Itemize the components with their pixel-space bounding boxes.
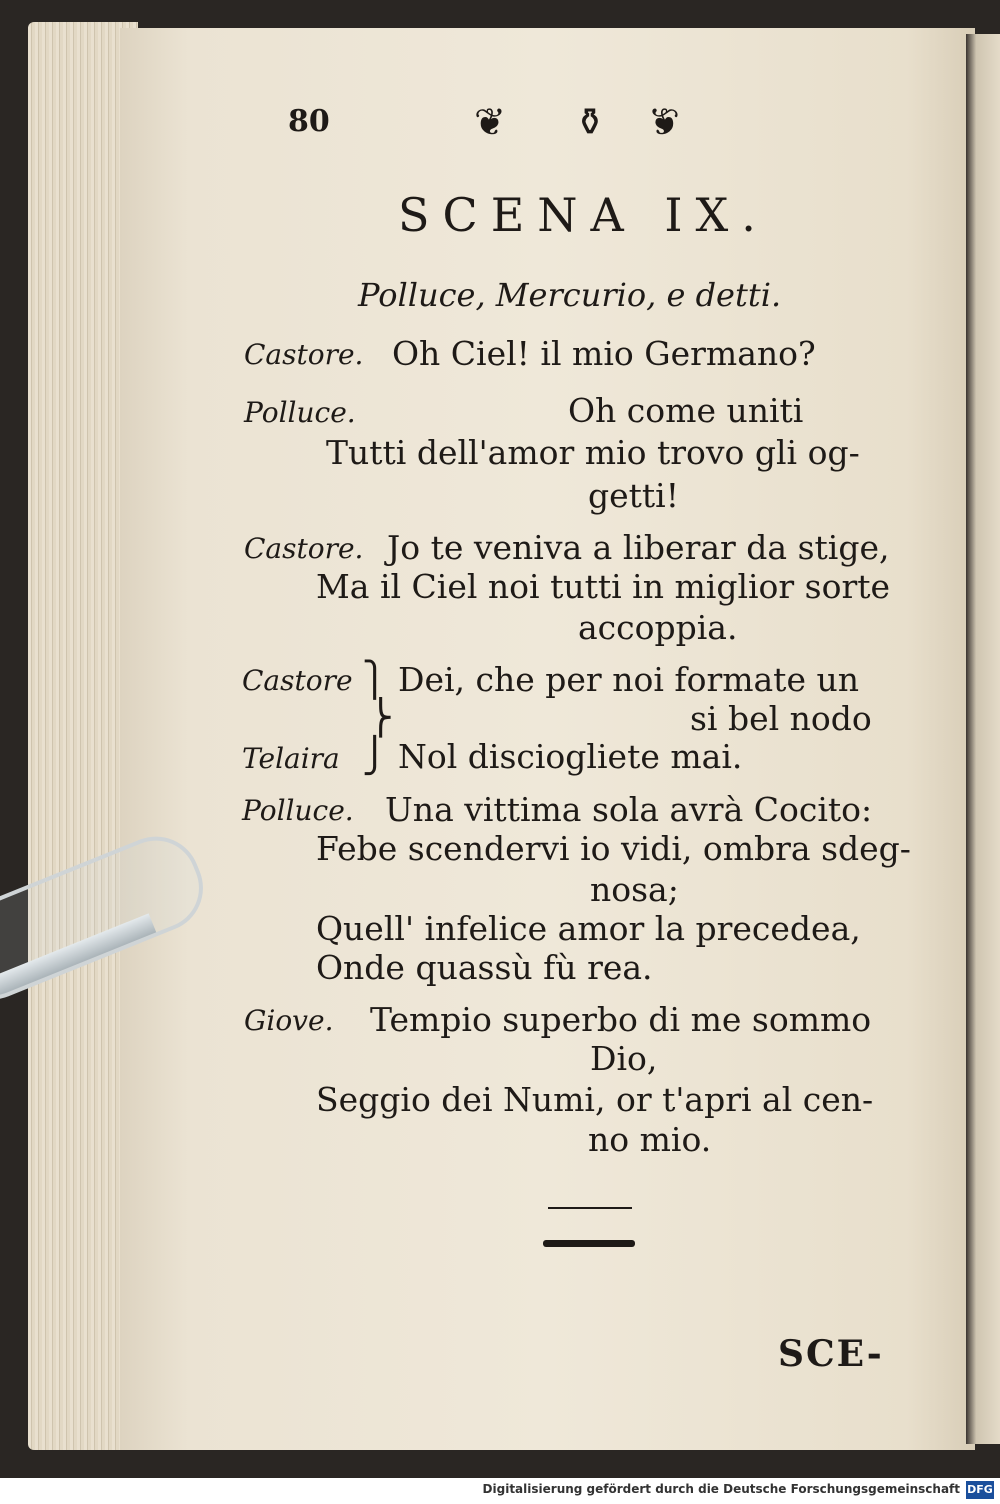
dfg-logo-icon: DFG (966, 1481, 994, 1499)
page-number: 80 (288, 104, 330, 139)
verse-line: Onde quassù fù rea. (316, 948, 653, 987)
bracket-glyph: ⎫ (362, 660, 388, 700)
leaf-ornament-left-icon: ❦ (474, 100, 506, 144)
speaker-name: Castore. (244, 532, 364, 565)
catchword: SCE- (778, 1333, 884, 1375)
verse-line: Tempio superbo di me sommo (370, 1000, 872, 1039)
verse-line: getti! (588, 476, 679, 515)
verse-line: no mio. (588, 1120, 712, 1159)
verse-line: Dei, che per noi formate un (398, 660, 859, 699)
scene-title: SCENA IX. (398, 188, 769, 242)
speaker-name: Telaira (242, 742, 340, 775)
speaker-name: Polluce. (244, 396, 356, 429)
cast-line: Polluce, Mercurio, e detti. (358, 276, 782, 314)
thin-rule (548, 1207, 632, 1209)
verse-line: si bel nodo (690, 699, 872, 738)
verse-line: accoppia. (578, 608, 738, 647)
speaker-name: Castore (242, 664, 353, 697)
verse-line: Dio, (590, 1039, 658, 1078)
footer-bar (0, 1478, 1000, 1504)
leaf-ornament-right-icon: ❦ (648, 100, 680, 144)
bracket-glyph: ⎬ (368, 698, 394, 738)
verse-line: nosa; (590, 870, 679, 909)
speaker-name: Polluce. (242, 794, 354, 827)
verse-line: Nol disciogliete mai. (398, 737, 743, 776)
verse-line: Febe scendervi io vidi, ombra sdeg- (316, 829, 911, 868)
thick-rule (543, 1240, 635, 1247)
verse-line: Ma il Ciel noi tutti in miglior sorte (316, 567, 891, 606)
verse-line: Seggio dei Numi, or t'apri al cen- (316, 1080, 874, 1119)
verse-line: Quell' infelice amor la precedea, (316, 909, 861, 948)
verse-line: Oh Ciel! il mio Germano? (392, 334, 816, 373)
verse-line: Jo te veniva a liberar da stige, (387, 528, 890, 567)
speaker-name: Castore. (244, 338, 364, 371)
footer-credit: Digitalisierung gefördert durch die Deutsche Forschungsgemeinschaft (482, 1482, 960, 1496)
bracket-glyph: ⎭ (362, 736, 388, 776)
urn-ornament-icon: ⚱ (574, 100, 606, 144)
verse-line: Oh come uniti (568, 391, 804, 430)
speaker-name: Giove. (244, 1004, 334, 1037)
verse-line: Una vittima sola avrà Cocito: (385, 790, 873, 829)
facing-page-edge (966, 34, 1000, 1444)
verse-line: Tutti dell'amor mio trovo gli og- (326, 433, 860, 472)
